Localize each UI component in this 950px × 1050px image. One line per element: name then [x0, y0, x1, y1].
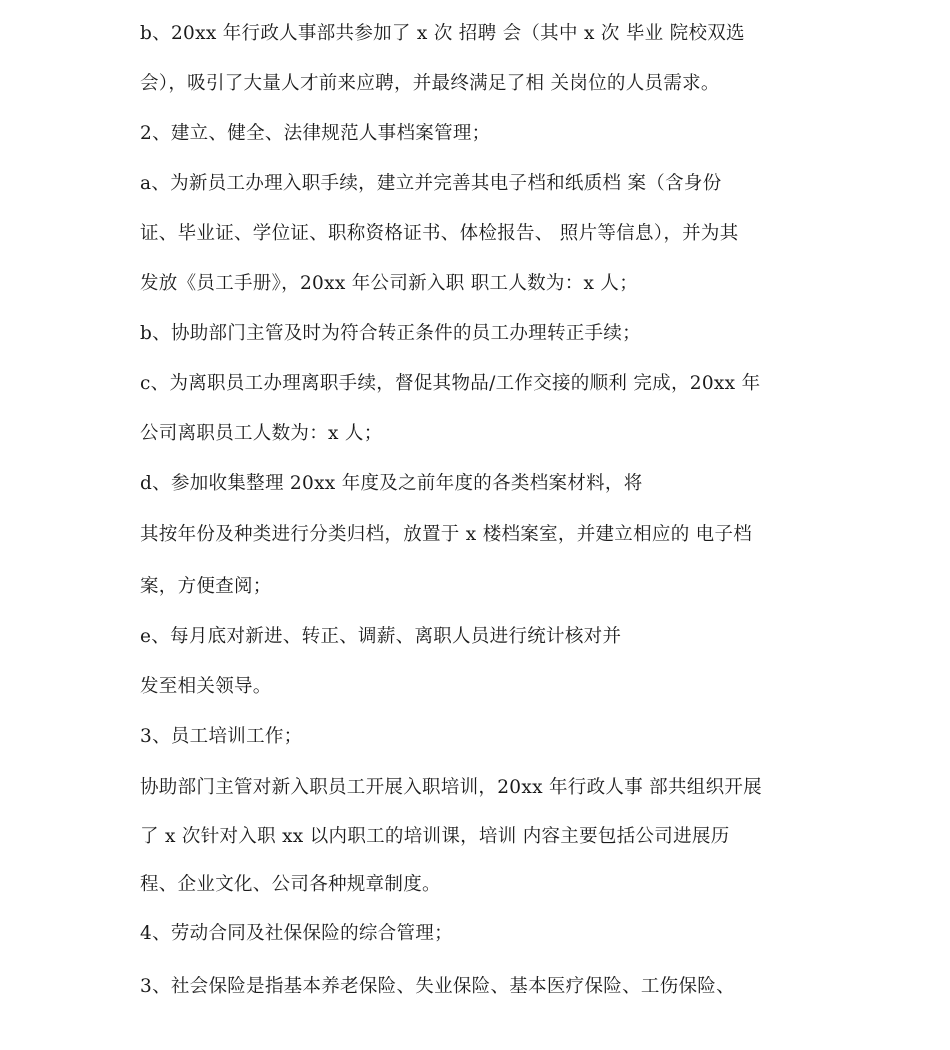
- section-heading: 2、建立、健全、法律规范人事档案管理；: [140, 123, 491, 144]
- text-line: 发至相关领导。: [140, 676, 272, 697]
- text-line: 公司离职员工人数为：x 人；: [140, 423, 383, 444]
- text-line: 3、社会保险是指基本养老保险、失业保险、基本医疗保险、工伤保险、: [140, 976, 735, 997]
- text-line: 发放《员工手册》，20xx 年公司新入职 职工人数为：x 人；: [140, 273, 639, 294]
- text-line: e、每月底对新进、转正、调薪、离职人员进行统计核对并: [140, 626, 622, 647]
- text-line: c、为离职员工办理离职手续，督促其物品/工作交接的顺利 完成，20xx 年: [140, 373, 761, 394]
- section-heading: 4、劳动合同及社保保险的综合管理；: [140, 923, 453, 944]
- text-line: b、20xx 年行政人事部共参加了 x 次 招聘 会（其中 x 次 毕业 院校双选: [140, 23, 745, 44]
- text-line: 证、毕业证、学位证、职称资格证书、体检报告、 照片等信息），并为其: [140, 223, 739, 244]
- text-line: 其按年份及种类进行分类归档，放置于 x 楼档案室，并建立相应的 电子档: [140, 524, 753, 545]
- section-heading: 3、员工培训工作；: [140, 726, 303, 747]
- text-line: d、参加收集整理 20xx 年度及之前年度的各类档案材料，将: [140, 473, 643, 494]
- text-line: b、协助部门主管及时为符合转正条件的员工办理转正手续；: [140, 323, 641, 344]
- text-line: 协助部门主管对新入职员工开展入职培训，20xx 年行政人事 部共组织开展: [140, 777, 762, 798]
- text-line: 了 x 次针对入职 xx 以内职工的培训课，培训 内容主要包括公司进展历: [140, 826, 730, 847]
- text-line: 会），吸引了大量人才前来应聘，并最终满足了相 关岗位的人员需求。: [140, 73, 720, 94]
- text-line: a、为新员工办理入职手续，建立并完善其电子档和纸质档 案（含身份: [140, 173, 722, 194]
- text-line: 程、企业文化、公司各种规章制度。: [140, 874, 441, 895]
- text-line: 案，方便查阅；: [140, 576, 272, 597]
